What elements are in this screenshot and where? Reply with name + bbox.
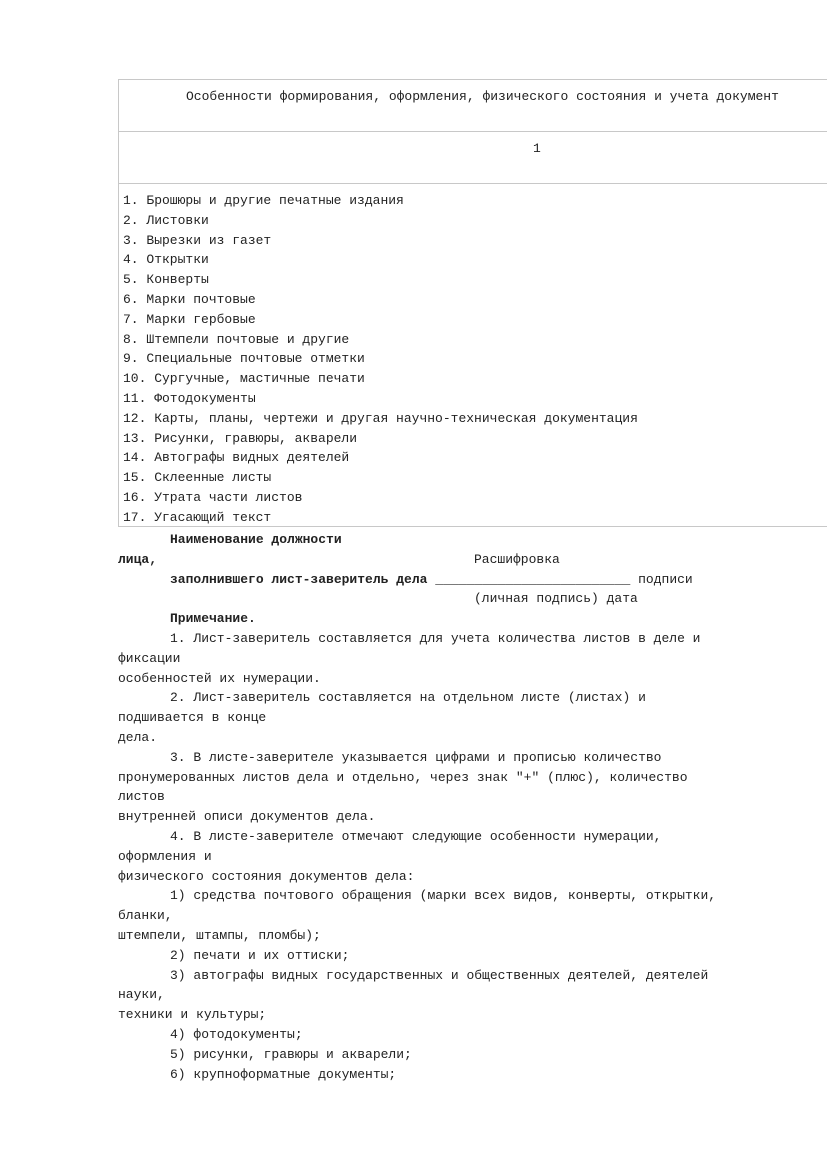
list-item: 13. Рисунки, гравюры, акварели	[123, 430, 358, 446]
note-line: бланки,	[118, 908, 173, 924]
table-column-number: 1	[533, 141, 541, 156]
position-label-part: лица,	[118, 551, 158, 567]
list-item: 15. Склеенные листы	[123, 470, 272, 486]
list-item: 2. Листовки	[123, 212, 209, 228]
note-line: особенностей их нумерации.	[118, 670, 321, 686]
list-item: 14. Автографы видных деятелей	[123, 450, 350, 466]
list-item: 17. Угасающий текст	[123, 509, 272, 525]
list-item: 7. Марки гербовые	[123, 311, 256, 327]
signature-line: _________________________	[435, 571, 631, 587]
list-item: 5. Конверты	[123, 272, 209, 288]
note-line: 5) рисунки, гравюры и акварели;	[170, 1046, 412, 1062]
signature-caption: (личная подпись) дата	[474, 591, 638, 607]
position-label-part-3: заполнившего лист-заверитель дела	[170, 571, 428, 587]
note-line: подшивается в конце	[118, 710, 267, 726]
list-item: 4. Открытки	[123, 252, 209, 268]
note-title: Примечание.	[170, 611, 256, 627]
position-label-line-2	[118, 550, 818, 570]
list-item: 3. Вырезки из газет	[123, 232, 272, 248]
position-label-line-1: Наименование должности	[170, 532, 342, 547]
signature-and-note	[118, 530, 818, 1084]
list-item: 1. Брошюры и другие печатные издания	[123, 193, 404, 208]
note-line: оформления и	[118, 848, 212, 864]
list-item: 6. Марки почтовые	[123, 291, 256, 307]
note-line: 1) средства почтового обращения (марки всех видов, конверты, открытки,	[170, 888, 717, 904]
note-line: дела.	[118, 729, 158, 745]
note-line: 1. Лист-заверитель составляется для учета количества листов в деле и	[170, 630, 701, 646]
note-line: 2) печати и их оттиски;	[170, 947, 350, 963]
note-line: 4) фотодокументы;	[170, 1026, 303, 1042]
note-line: науки,	[118, 987, 165, 1003]
note-body	[118, 629, 818, 1084]
note-line: фиксации	[118, 650, 181, 666]
list-item: 9. Специальные почтовые отметки	[123, 351, 365, 367]
note-line: 6) крупноформатные документы;	[170, 1066, 397, 1082]
decode-label: Расшифровка	[474, 551, 560, 567]
position-label-line-3	[118, 570, 818, 590]
table-column-number-row	[119, 132, 827, 184]
list-item: 16. Утрата части листов	[123, 489, 303, 505]
table-header-row	[119, 80, 827, 132]
list-item: 8. Штемпели почтовые и другие	[123, 331, 350, 347]
note-line: 3. В листе-заверителе указывается цифрами и прописью количество	[170, 749, 662, 765]
list-item: 12. Карты, планы, чертежи и другая научно-техническая документация	[123, 410, 638, 426]
features-table	[118, 79, 827, 527]
note-line: листов	[118, 789, 165, 805]
features-list	[123, 191, 638, 528]
list-item: 11. Фотодокументы	[123, 390, 256, 406]
note-line: пронумерованных листов дела и отдельно, через знак "+" (плюс), количество	[118, 769, 688, 785]
list-item: 10. Сургучные, мастичные печати	[123, 371, 365, 387]
note-line: 2. Лист-заверитель составляется на отдельном листе (листах) и	[170, 690, 646, 706]
decode-label-2: подписи	[638, 571, 693, 587]
note-line: внутренней описи документов дела.	[118, 809, 376, 825]
note-line: техники и культуры;	[118, 1007, 267, 1023]
table-header-text: Особенности формирования, оформления, физического состояния и учета документ	[186, 89, 779, 104]
note-line: 4. В листе-заверителе отмечают следующие особенности нумерации,	[170, 828, 662, 844]
note-line: физического состояния документов дела:	[118, 868, 415, 884]
note-line: 3) автографы видных государственных и общественных деятелей, деятелей	[170, 967, 709, 983]
note-line: штемпели, штампы, пломбы);	[118, 927, 321, 943]
